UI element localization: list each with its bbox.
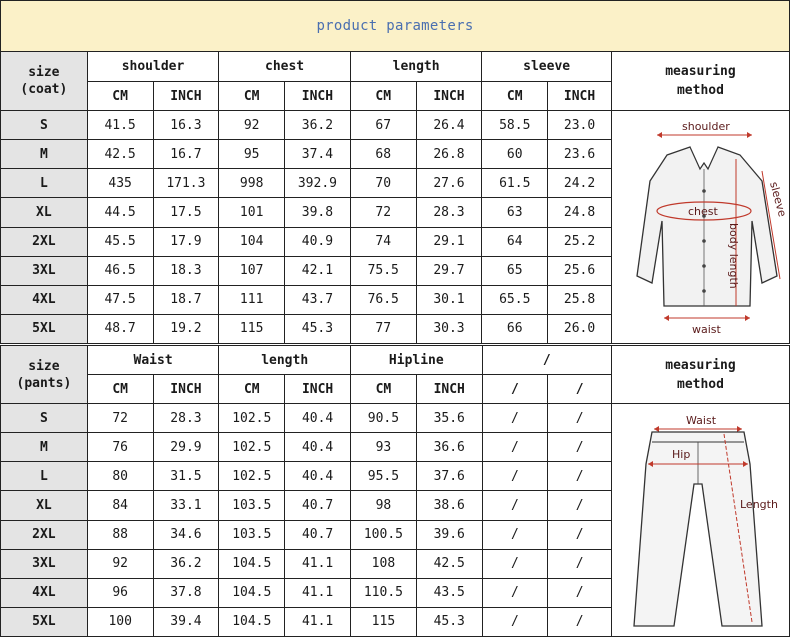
value-cell: 41.1 bbox=[285, 607, 351, 636]
value-cell: 111 bbox=[219, 285, 285, 314]
value-cell: 25.6 bbox=[548, 256, 612, 285]
value-cell: / bbox=[482, 433, 548, 462]
value-cell: 26.4 bbox=[416, 111, 482, 140]
value-cell: 76 bbox=[87, 433, 153, 462]
size-cell: S bbox=[1, 111, 88, 140]
size-cell: 3XL bbox=[1, 549, 88, 578]
value-cell: 36.2 bbox=[285, 111, 351, 140]
value-cell: 58.5 bbox=[482, 111, 548, 140]
value-cell: 47.5 bbox=[87, 285, 153, 314]
size-cell: M bbox=[1, 433, 88, 462]
value-cell: 30.3 bbox=[416, 314, 482, 343]
value-cell: 41.1 bbox=[285, 578, 351, 607]
coat-group-length: length bbox=[350, 52, 482, 82]
value-cell: 40.4 bbox=[285, 433, 351, 462]
value-cell: 36.2 bbox=[153, 549, 219, 578]
length-label: Length bbox=[739, 498, 778, 511]
value-cell: / bbox=[482, 404, 548, 433]
coat-measuring-diagram bbox=[611, 111, 789, 344]
unit-cell: CM bbox=[350, 82, 416, 111]
value-cell: 23.6 bbox=[548, 140, 612, 169]
value-cell: 45.3 bbox=[285, 314, 351, 343]
value-cell: 26.0 bbox=[548, 314, 612, 343]
value-cell: 100.5 bbox=[351, 520, 417, 549]
value-cell: / bbox=[548, 549, 612, 578]
value-cell: 115 bbox=[351, 607, 417, 636]
size-cell: 5XL bbox=[1, 607, 88, 636]
size-cell: 2XL bbox=[1, 227, 88, 256]
value-cell: 40.9 bbox=[285, 227, 351, 256]
unit-cell: CM bbox=[87, 82, 153, 111]
value-cell: 18.3 bbox=[153, 256, 219, 285]
unit-cell: INCH bbox=[153, 82, 219, 111]
value-cell: 108 bbox=[351, 549, 417, 578]
value-cell: 45.3 bbox=[416, 607, 482, 636]
value-cell: / bbox=[548, 607, 612, 636]
value-cell: 35.6 bbox=[416, 404, 482, 433]
value-cell: 64 bbox=[482, 227, 548, 256]
unit-cell: INCH bbox=[416, 375, 482, 404]
value-cell: 30.1 bbox=[416, 285, 482, 314]
value-cell: 92 bbox=[87, 549, 153, 578]
pants-group-hipline: Hipline bbox=[351, 346, 483, 375]
value-cell: 25.2 bbox=[548, 227, 612, 256]
value-cell: / bbox=[482, 491, 548, 520]
value-cell: 17.9 bbox=[153, 227, 219, 256]
value-cell: 93 bbox=[351, 433, 417, 462]
value-cell: 36.6 bbox=[416, 433, 482, 462]
size-cell: M bbox=[1, 140, 88, 169]
value-cell: 27.6 bbox=[416, 169, 482, 198]
value-cell: / bbox=[482, 549, 548, 578]
shoulder-label: shoulder bbox=[681, 120, 730, 133]
value-cell: 103.5 bbox=[219, 491, 285, 520]
value-cell: 28.3 bbox=[416, 198, 482, 227]
value-cell: 104.5 bbox=[219, 607, 285, 636]
value-cell: 88 bbox=[87, 520, 153, 549]
value-cell: 107 bbox=[219, 256, 285, 285]
value-cell: 18.7 bbox=[153, 285, 219, 314]
value-cell: 84 bbox=[87, 491, 153, 520]
value-cell: 70 bbox=[350, 169, 416, 198]
coat-group-shoulder: shoulder bbox=[87, 52, 219, 82]
unit-cell: CM bbox=[219, 82, 285, 111]
size-cell: XL bbox=[1, 198, 88, 227]
value-cell: 44.5 bbox=[87, 198, 153, 227]
value-cell: 28.3 bbox=[153, 404, 219, 433]
pants-diagram-illustration bbox=[612, 404, 789, 636]
body-length-label: body length bbox=[726, 223, 740, 289]
size-cell: 2XL bbox=[1, 520, 88, 549]
value-cell: 39.6 bbox=[416, 520, 482, 549]
value-cell: 96 bbox=[87, 578, 153, 607]
value-cell: 29.7 bbox=[416, 256, 482, 285]
value-cell: 95.5 bbox=[351, 462, 417, 491]
size-cell: 5XL bbox=[1, 314, 88, 343]
value-cell: 75.5 bbox=[350, 256, 416, 285]
unit-cell: INCH bbox=[416, 82, 482, 111]
value-cell: 16.7 bbox=[153, 140, 219, 169]
value-cell: / bbox=[482, 520, 548, 549]
table-row bbox=[1, 404, 790, 433]
value-cell: / bbox=[548, 491, 612, 520]
value-cell: 66 bbox=[482, 314, 548, 343]
value-cell: / bbox=[482, 607, 548, 636]
value-cell: 25.8 bbox=[548, 285, 612, 314]
value-cell: 77 bbox=[350, 314, 416, 343]
value-cell: 24.2 bbox=[548, 169, 612, 198]
value-cell: 104.5 bbox=[219, 549, 285, 578]
page-title: product parameters bbox=[316, 18, 474, 34]
unit-cell: INCH bbox=[548, 82, 612, 111]
unit-cell: INCH bbox=[285, 82, 351, 111]
value-cell: 39.8 bbox=[285, 198, 351, 227]
value-cell: / bbox=[548, 578, 612, 607]
value-cell: / bbox=[482, 578, 548, 607]
value-cell: 41.1 bbox=[285, 549, 351, 578]
coat-measuring-method-label: measuring method bbox=[611, 52, 789, 111]
value-cell: 33.1 bbox=[153, 491, 219, 520]
value-cell: 29.9 bbox=[153, 433, 219, 462]
value-cell: 72 bbox=[350, 198, 416, 227]
value-cell: 46.5 bbox=[87, 256, 153, 285]
value-cell: 31.5 bbox=[153, 462, 219, 491]
value-cell: 48.7 bbox=[87, 314, 153, 343]
sleeve-label: sleeve bbox=[767, 180, 789, 219]
value-cell: 45.5 bbox=[87, 227, 153, 256]
value-cell: 16.3 bbox=[153, 111, 219, 140]
coat-group-chest: chest bbox=[219, 52, 351, 82]
pants-group-empty: / bbox=[482, 346, 611, 375]
value-cell: 392.9 bbox=[285, 169, 351, 198]
pants-size-table bbox=[0, 345, 790, 637]
value-cell: 17.5 bbox=[153, 198, 219, 227]
coat-size-table bbox=[0, 51, 790, 344]
value-cell: 76.5 bbox=[350, 285, 416, 314]
value-cell: 40.4 bbox=[285, 462, 351, 491]
value-cell: 80 bbox=[87, 462, 153, 491]
pants-group-length: length bbox=[219, 346, 351, 375]
table-row bbox=[1, 111, 790, 140]
value-cell: 39.4 bbox=[153, 607, 219, 636]
value-cell: 998 bbox=[219, 169, 285, 198]
waist-label: waist bbox=[691, 323, 721, 336]
pants-measuring-method-label: measuring method bbox=[611, 346, 789, 404]
unit-cell: CM bbox=[87, 375, 153, 404]
value-cell: 435 bbox=[87, 169, 153, 198]
value-cell: 101 bbox=[219, 198, 285, 227]
value-cell: 92 bbox=[219, 111, 285, 140]
value-cell: 65.5 bbox=[482, 285, 548, 314]
value-cell: 102.5 bbox=[219, 433, 285, 462]
pants-measuring-diagram bbox=[611, 404, 789, 637]
value-cell: 67 bbox=[350, 111, 416, 140]
size-cell: 4XL bbox=[1, 578, 88, 607]
unit-cell: CM bbox=[482, 82, 548, 111]
size-cell: S bbox=[1, 404, 88, 433]
value-cell: 34.6 bbox=[153, 520, 219, 549]
value-cell: 26.8 bbox=[416, 140, 482, 169]
hip-label: Hip bbox=[671, 448, 691, 461]
size-cell: L bbox=[1, 462, 88, 491]
value-cell: 41.5 bbox=[87, 111, 153, 140]
value-cell: 60 bbox=[482, 140, 548, 169]
value-cell: 19.2 bbox=[153, 314, 219, 343]
value-cell: 63 bbox=[482, 198, 548, 227]
value-cell: 95 bbox=[219, 140, 285, 169]
value-cell: 102.5 bbox=[219, 404, 285, 433]
value-cell: 61.5 bbox=[482, 169, 548, 198]
unit-cell: INCH bbox=[285, 375, 351, 404]
chest-label: chest bbox=[687, 205, 718, 218]
value-cell: / bbox=[482, 462, 548, 491]
waist-label: Waist bbox=[685, 414, 716, 427]
value-cell: 42.5 bbox=[87, 140, 153, 169]
pants-group-waist: Waist bbox=[87, 346, 219, 375]
value-cell: 42.5 bbox=[416, 549, 482, 578]
unit-cell: CM bbox=[219, 375, 285, 404]
pants-size-header: size (pants) bbox=[1, 346, 88, 404]
value-cell: 110.5 bbox=[351, 578, 417, 607]
size-cell: XL bbox=[1, 491, 88, 520]
value-cell: 104.5 bbox=[219, 578, 285, 607]
coat-diagram-illustration bbox=[612, 111, 789, 343]
value-cell: 38.6 bbox=[416, 491, 482, 520]
value-cell: / bbox=[548, 462, 612, 491]
value-cell: 115 bbox=[219, 314, 285, 343]
value-cell: 40.4 bbox=[285, 404, 351, 433]
coat-size-header: size (coat) bbox=[1, 52, 88, 111]
title-bar bbox=[0, 0, 790, 52]
value-cell: 98 bbox=[351, 491, 417, 520]
value-cell: 43.7 bbox=[285, 285, 351, 314]
value-cell: 24.8 bbox=[548, 198, 612, 227]
value-cell: 37.4 bbox=[285, 140, 351, 169]
value-cell: 29.1 bbox=[416, 227, 482, 256]
value-cell: 171.3 bbox=[153, 169, 219, 198]
value-cell: 90.5 bbox=[351, 404, 417, 433]
value-cell: 37.8 bbox=[153, 578, 219, 607]
coat-group-sleeve: sleeve bbox=[482, 52, 612, 82]
value-cell: 40.7 bbox=[285, 520, 351, 549]
value-cell: 42.1 bbox=[285, 256, 351, 285]
unit-cell: INCH bbox=[153, 375, 219, 404]
value-cell: 40.7 bbox=[285, 491, 351, 520]
value-cell: 103.5 bbox=[219, 520, 285, 549]
value-cell: 23.0 bbox=[548, 111, 612, 140]
size-cell: 3XL bbox=[1, 256, 88, 285]
unit-cell: CM bbox=[351, 375, 417, 404]
value-cell: / bbox=[548, 404, 612, 433]
value-cell: 104 bbox=[219, 227, 285, 256]
value-cell: / bbox=[548, 433, 612, 462]
size-cell: 4XL bbox=[1, 285, 88, 314]
value-cell: 68 bbox=[350, 140, 416, 169]
value-cell: 74 bbox=[350, 227, 416, 256]
value-cell: / bbox=[548, 520, 612, 549]
unit-cell: / bbox=[548, 375, 612, 404]
value-cell: 65 bbox=[482, 256, 548, 285]
value-cell: 37.6 bbox=[416, 462, 482, 491]
value-cell: 102.5 bbox=[219, 462, 285, 491]
unit-cell: / bbox=[482, 375, 548, 404]
size-cell: L bbox=[1, 169, 88, 198]
value-cell: 43.5 bbox=[416, 578, 482, 607]
value-cell: 100 bbox=[87, 607, 153, 636]
value-cell: 72 bbox=[87, 404, 153, 433]
